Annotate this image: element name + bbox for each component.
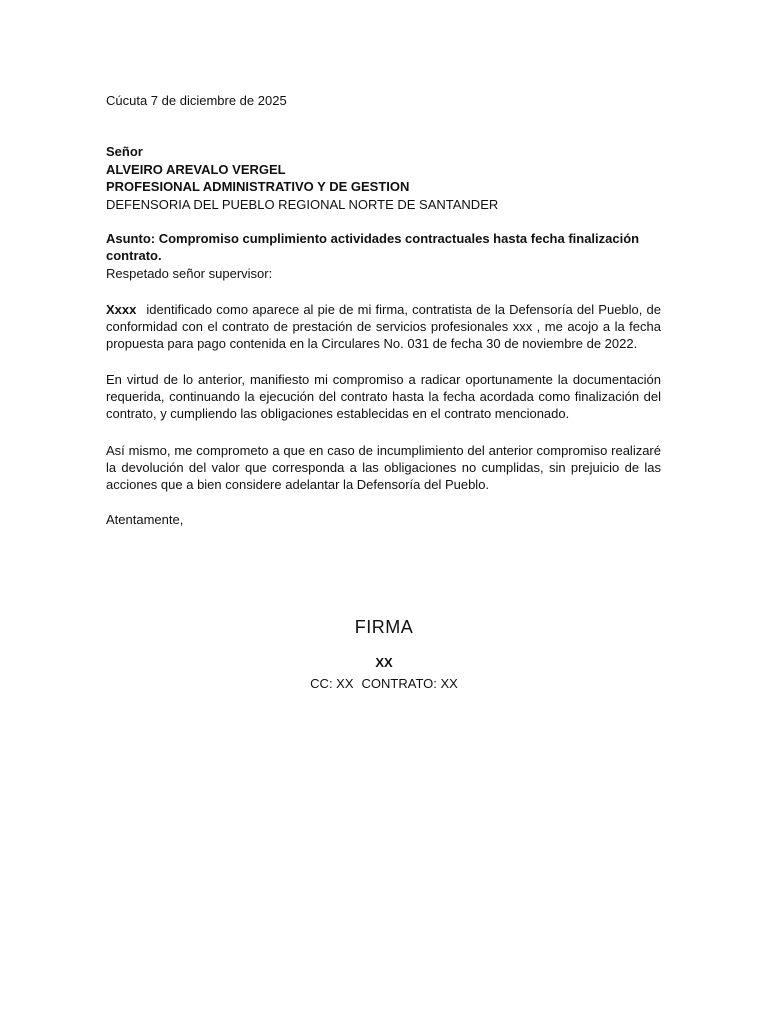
contractor-name-placeholder: Xxxx bbox=[106, 302, 137, 317]
greeting: Respetado señor supervisor: bbox=[106, 266, 273, 281]
signature-cc: CC: XX bbox=[310, 676, 354, 691]
paragraph-1 bbox=[106, 301, 661, 352]
paragraph-3: Así mismo, me comprometo a que en caso de incumplimiento del anterior compromiso realizaré la devolución del valor que corresponda a las obligaciones no cumplidas, sin prejuicio de las acciones que a bien considere adelantar la Defensoría del Pueblo. bbox=[106, 443, 661, 492]
closing: Atentamente, bbox=[106, 512, 184, 527]
recipient-organization: DEFENSORIA DEL PUEBLO REGIONAL NORTE DE SANTANDER bbox=[106, 196, 499, 212]
signature-label: FIRMA bbox=[354, 617, 414, 637]
signature-name: XX bbox=[375, 655, 393, 670]
recipient-salutation: Señor bbox=[106, 144, 143, 159]
recipient-title: PROFESIONAL ADMINISTRATIVO Y DE GESTION bbox=[106, 179, 410, 194]
recipient-block bbox=[106, 143, 661, 213]
paragraph-2: En virtud de lo anterior, manifiesto mi compromiso a radicar oportunamente la documentación requerida, continuando la ejecución del contrato hasta la fecha acordada como finalización del contrato, y cumpliendo las obligaciones establecidas en el contrato mencionado. bbox=[106, 372, 661, 421]
signature-contract: CONTRATO: XX bbox=[361, 676, 458, 691]
date-line: Cúcuta 7 de diciembre de 2025 bbox=[106, 93, 287, 108]
recipient-name: ALVEIRO AREVALO VERGEL bbox=[106, 161, 286, 177]
signature-details bbox=[0, 676, 768, 691]
subject-line: Asunto: Compromiso cumplimiento actividades contractuales hasta fecha finalización contrato. bbox=[106, 231, 640, 263]
paragraph-1-text: identificado como aparece al pie de mi firma, contratista de la Defensoría del Pueblo, de conformidad con el contrato de prestación de servicios profesionales xxx , me acojo a la fecha propuesta para pago contenida en la Circulares No. 031 de fecha 30 de noviembre de 2022. bbox=[106, 302, 661, 351]
